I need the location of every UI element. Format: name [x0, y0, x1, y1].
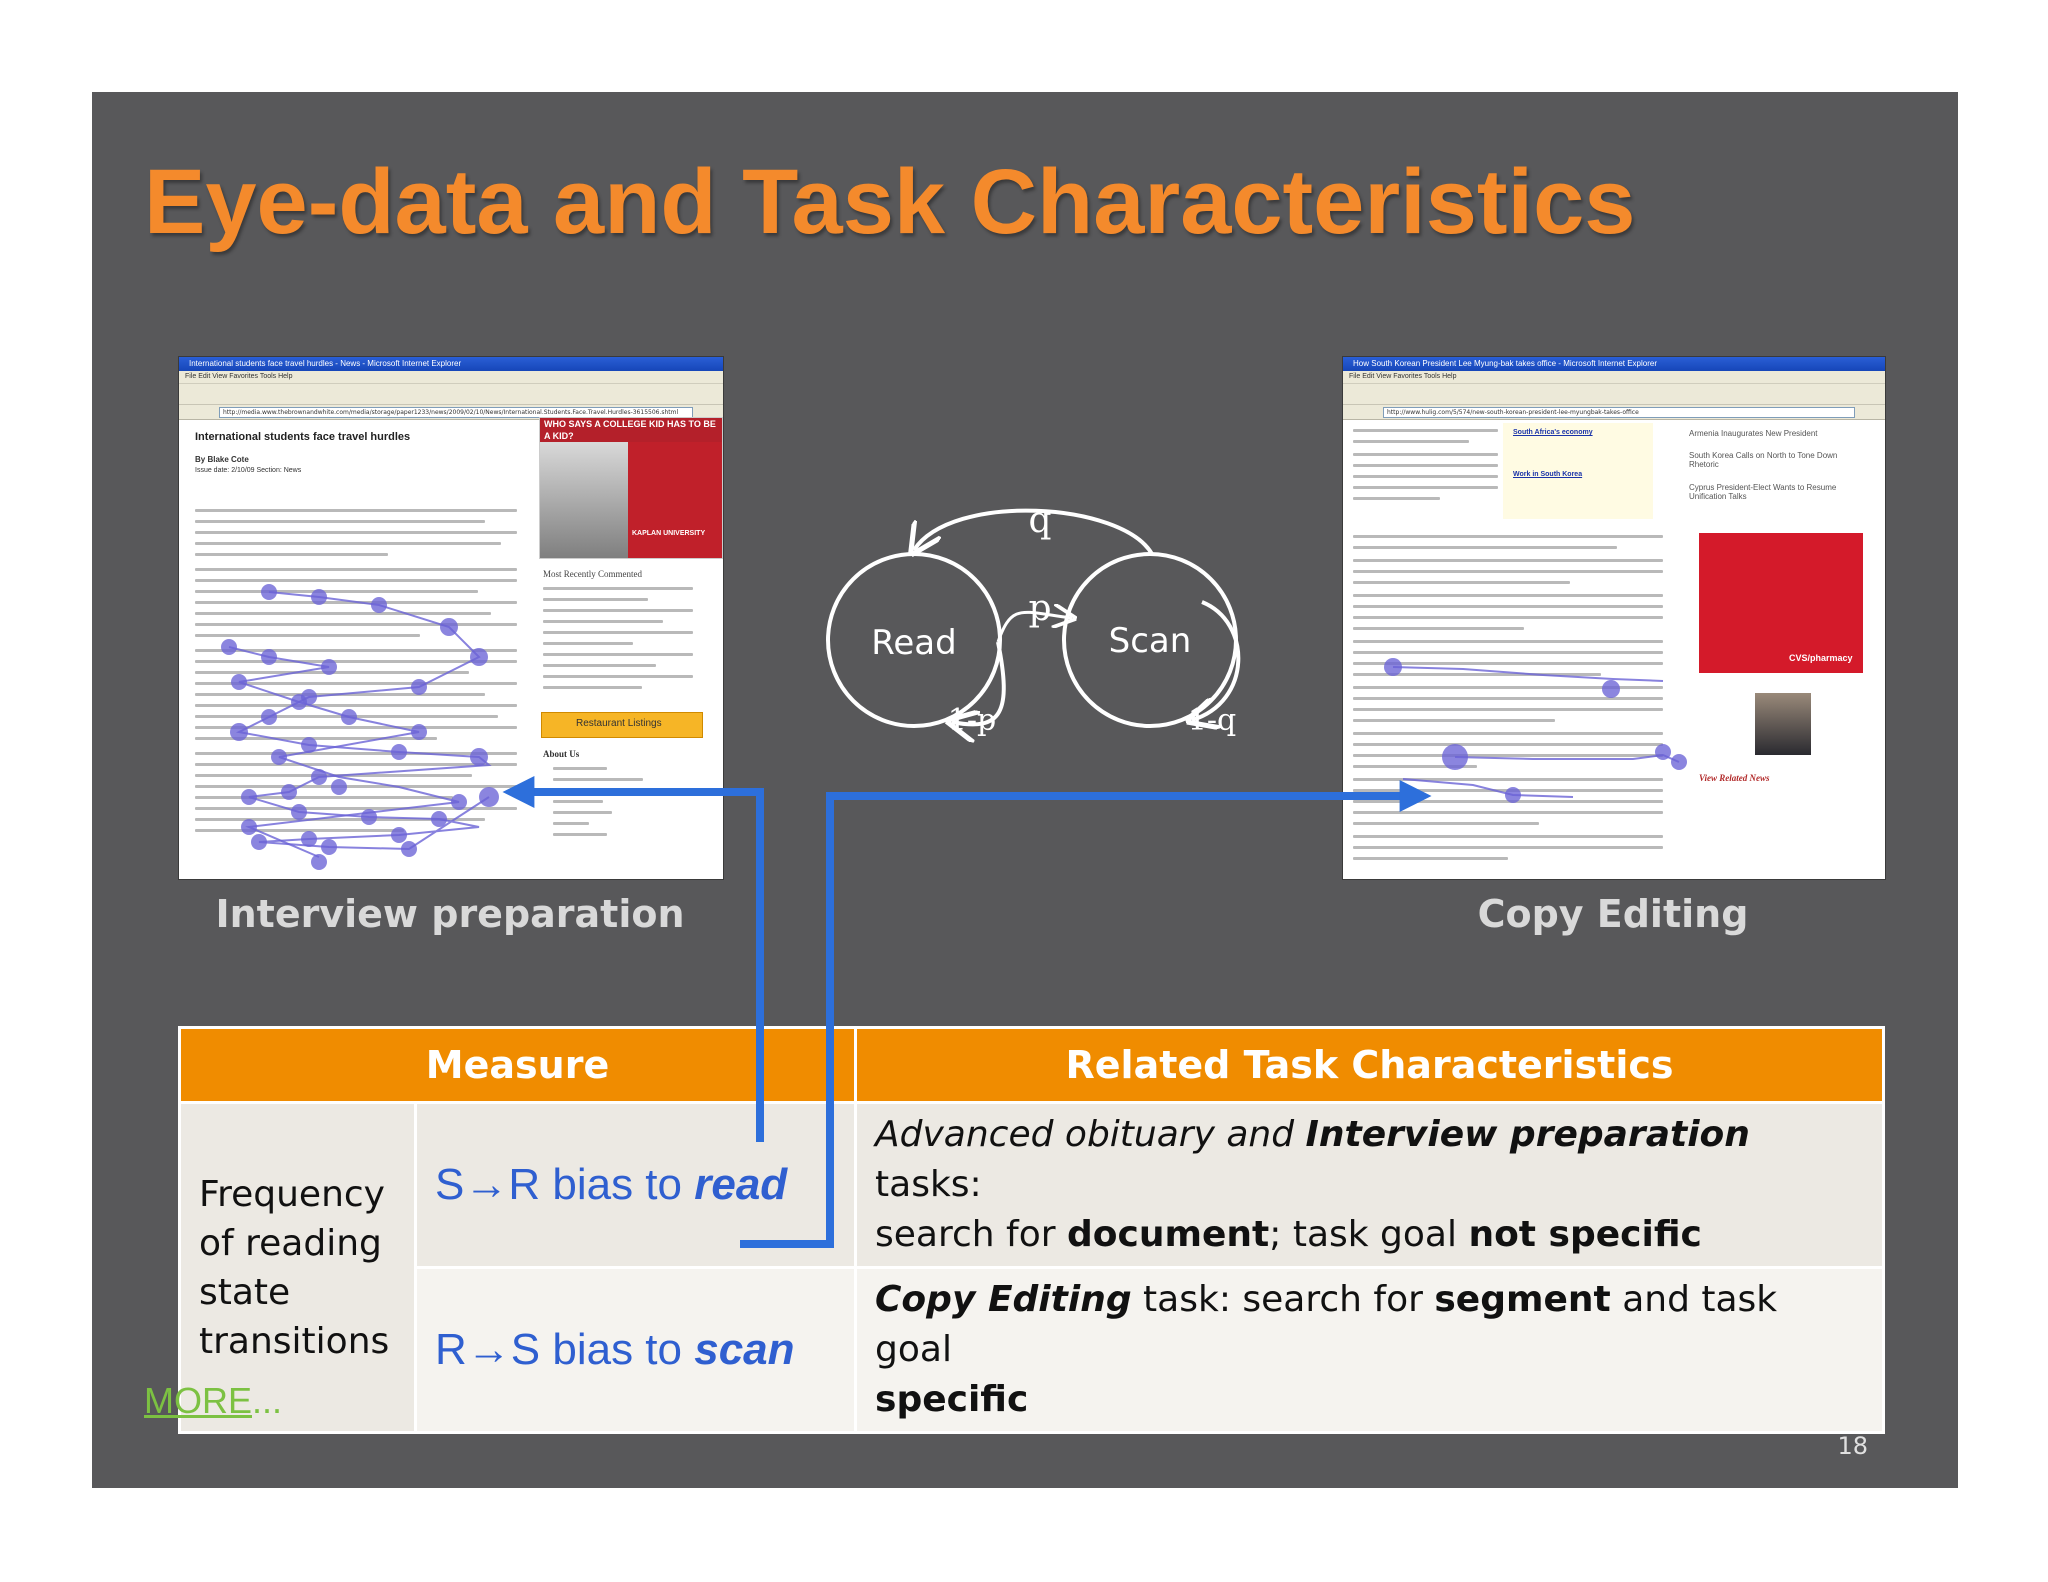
scan-state-label: Scan [1108, 621, 1192, 661]
right-ad1: South Africa's economy [1513, 429, 1593, 436]
page-number: 18 [1837, 1432, 1868, 1460]
caption-copy-editing: Copy Editing [1477, 892, 1749, 936]
label-1-p: 1-p [947, 703, 997, 738]
left-window-menu: File Edit View Favorites Tools Help [179, 371, 723, 384]
left-byline: By Blake Cote [195, 455, 249, 464]
right-ad2: Work in South Korea [1513, 471, 1583, 478]
right-news2: South Korea Calls on North to Tone Down Rhetoric [1689, 451, 1838, 469]
right-related: View Related News [1699, 773, 1770, 783]
desc-text: search for [875, 1214, 1067, 1255]
right-address-url: http://www.hulig.com/5/574/new-south-korean-president-lee-myungbak-takes-office [1383, 407, 1855, 418]
r-to-s-bias-cell [416, 1268, 856, 1433]
bias-word-read: read [694, 1160, 788, 1209]
kaplan-ad-heading: WHO SAYS A COLLEGE KID HAS TO BE A KID? [540, 418, 722, 442]
left-issue: Issue date: 2/10/09 Section: News [195, 467, 302, 474]
header-measure: Measure [180, 1028, 856, 1103]
more-link[interactable] [144, 1380, 282, 1422]
bias-from: S [435, 1160, 465, 1209]
bias-text: R bias to [508, 1160, 695, 1209]
header-related-task-characteristics: Related Task Characteristics [856, 1028, 1884, 1103]
restaurant-listings-label: Restaurant Listings [576, 718, 662, 729]
left-about-us: About Us [543, 749, 580, 759]
read-state-label: Read [871, 623, 957, 663]
table-header-row [180, 1028, 1884, 1103]
measure-line: of reading [199, 1222, 382, 1264]
measure-line: transitions [199, 1320, 390, 1362]
caption-interview-preparation: Interview preparation [215, 892, 685, 936]
desc-text: tasks: [875, 1164, 982, 1205]
measure-line: Frequency [199, 1173, 385, 1215]
desc-text: and task goal [875, 1279, 1778, 1370]
desc-emph: document [1067, 1214, 1270, 1255]
desc-emph: Copy Editing [875, 1279, 1132, 1320]
label-q: q [1028, 500, 1052, 541]
kaplan-ad-brand: KAPLAN UNIVERSITY [632, 530, 706, 537]
label-1-q: 1-q [1187, 703, 1237, 738]
s-to-r-bias-cell [416, 1103, 856, 1268]
bias-text: S bias to [510, 1325, 695, 1374]
more-link-text[interactable]: MORE [144, 1380, 252, 1421]
left-headline: International students face travel hurdles [195, 431, 411, 443]
measure-line: state [199, 1271, 291, 1313]
right-news3: Cyprus President-Elect Wants to Resume Unification Talks [1689, 483, 1837, 501]
cvs-ad-label: CVS/pharmacy [1789, 653, 1853, 663]
left-address-url: http://media.www.thebrownandwhite.com/media/storage/paper1233/news/2009/02/10/News/International.Students.Face.Travel.Hurdles-3615506.shtml [219, 407, 693, 418]
label-p: p [1028, 588, 1052, 629]
right-gaze-overlay [1343, 357, 1885, 879]
bias-word-scan: scan [694, 1325, 795, 1374]
left-gaze-dots [221, 584, 499, 870]
left-sidebar-heading: Most Recently Commented [543, 569, 642, 579]
slide [92, 92, 1958, 1488]
table-row [180, 1103, 1884, 1268]
bias-arrow: → [466, 1325, 511, 1374]
bias-arrow: → [464, 1160, 509, 1209]
measure-table [178, 1026, 1885, 1434]
desc-text: ; task goal [1269, 1214, 1469, 1255]
left-gaze-overlay [179, 357, 723, 879]
interview-preparation-screenshot [178, 356, 724, 880]
table-row [180, 1268, 1884, 1433]
copy-editing-screenshot [1342, 356, 1886, 880]
desc-text: Advanced obituary and [875, 1114, 1306, 1155]
read-scan-state-diagram [822, 492, 1302, 782]
more-ellipsis: ... [252, 1380, 283, 1421]
right-news1: Armenia Inaugurates New President [1689, 429, 1818, 438]
right-gaze-path [1393, 667, 1679, 797]
desc-emph: Interview preparation [1305, 1114, 1750, 1155]
related-row1-cell [856, 1103, 1884, 1268]
left-window-title: International students face travel hurdles - News - Microsoft Internet Explorer [179, 357, 723, 371]
desc-emph: segment [1434, 1279, 1611, 1320]
desc-text: task: search for [1131, 1279, 1435, 1320]
bias-from: R [435, 1325, 467, 1374]
slide-title: Eye-data and Task Characteristics [144, 151, 1636, 253]
desc-emph: not specific [1468, 1214, 1702, 1255]
right-window-title: How South Korean President Lee Myung-bak takes office - Microsoft Internet Explorer [1343, 357, 1885, 371]
related-row2-cell [856, 1268, 1884, 1433]
right-window-menu: File Edit View Favorites Tools Help [1343, 371, 1885, 384]
desc-emph: specific [875, 1379, 1029, 1420]
